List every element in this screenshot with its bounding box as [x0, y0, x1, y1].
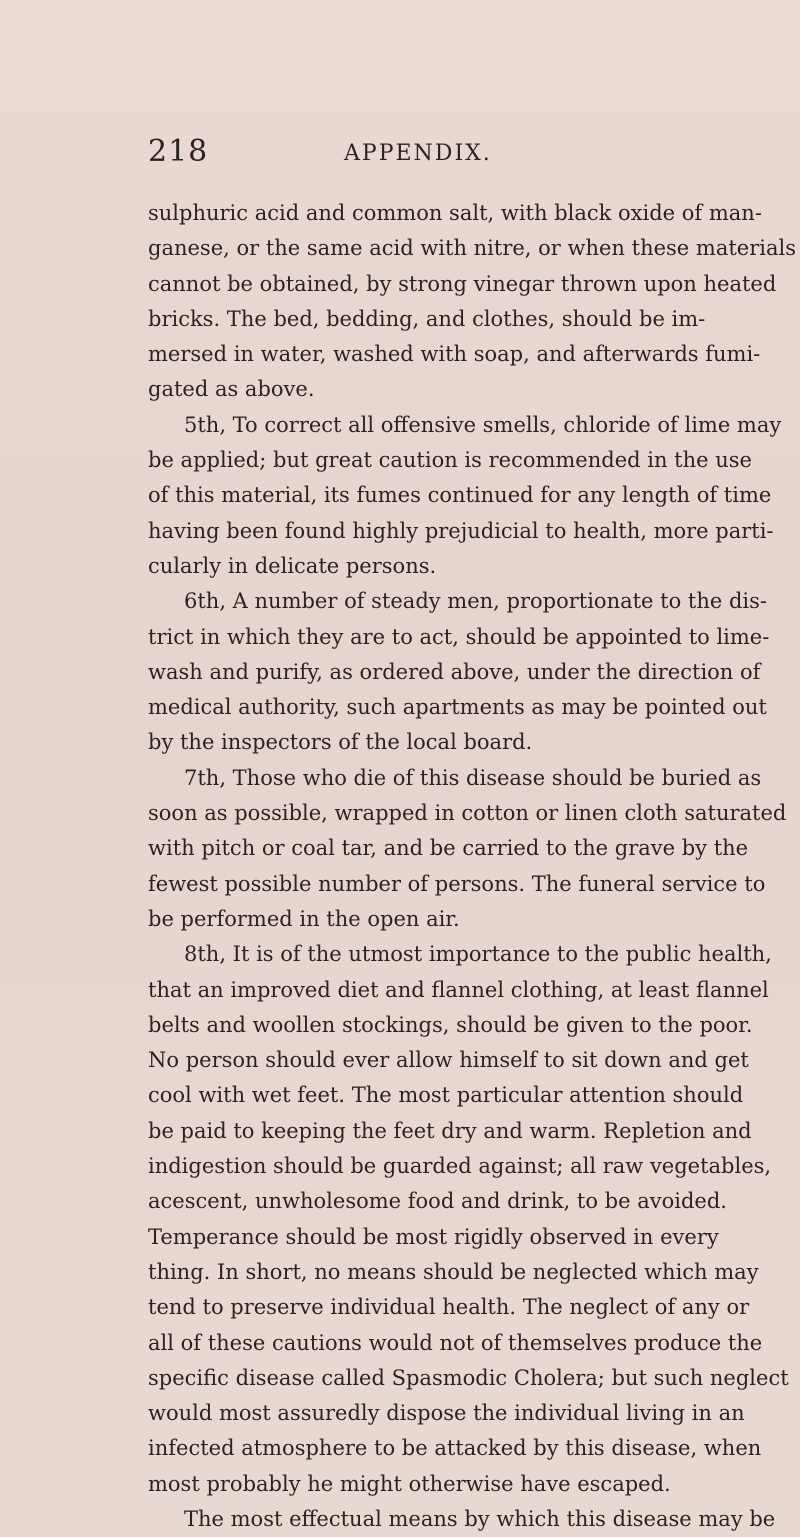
text-line: No person should ever allow himself to sit down and get	[148, 1048, 749, 1073]
text-line: indigestion should be guarded against; all raw vegetables,	[148, 1154, 772, 1179]
text-line: having been found highly prejudicial to health, more parti-	[148, 518, 774, 543]
text-line: of this material, its fumes continued for any length of time	[148, 483, 772, 508]
text-line: sulphuric acid and common salt, with black oxide of man-	[148, 201, 762, 225]
text-line: fewest possible number of persons. The funeral service to	[148, 871, 766, 896]
text-line: trict in which they are to act, should be appointed to lime-	[148, 624, 770, 649]
body-text	[148, 196, 796, 1537]
text-line: acescent, unwholesome food and drink, to be avoided.	[148, 1189, 727, 1214]
paragraph-start-final: The most effectual means by which this disease may be	[184, 1506, 776, 1531]
text-line: mersed in water, washed with soap, and afterwards fumi-	[148, 342, 761, 367]
running-head: APPENDIX.	[344, 141, 492, 166]
text-line: cannot be obtained, by strong vinegar thrown upon heated	[148, 271, 777, 296]
paragraph-start-8th: 8th, It is of the utmost importance to the public health,	[184, 942, 772, 967]
text-line: soon as possible, wrapped in cotton or linen cloth saturated	[148, 801, 787, 826]
paragraph-start-5th: 5th, To correct all offensive smells, chloride of lime may	[184, 412, 782, 437]
text-line: most probably he might otherwise have escaped.	[148, 1471, 671, 1496]
text-line: tend to preserve individual health. The neglect of any or	[148, 1295, 750, 1320]
text-line: specific disease called Spasmodic Cholera; but such neglect	[148, 1365, 789, 1390]
text-line: cularly in delicate persons.	[148, 553, 437, 578]
text-line: thing. In short, no means should be neglected which may	[148, 1259, 759, 1284]
text-line: would most assuredly dispose the individual living in an	[148, 1401, 745, 1426]
text-line: all of these cautions would not of themselves produce the	[148, 1330, 763, 1355]
text-line: cool with wet feet. The most particular attention should	[148, 1083, 744, 1108]
text-line: be paid to keeping the feet dry and warm. Repletion and	[148, 1118, 752, 1143]
text-line: with pitch or coal tar, and be carried to the grave by the	[148, 836, 749, 861]
text-line: medical authority, such apartments as may be pointed out	[148, 695, 767, 720]
paragraph-start-7th: 7th, Those who die of this disease should be buried as	[184, 765, 762, 790]
text-line: that an improved diet and flannel clothing, at least flannel	[148, 977, 769, 1002]
text-line: bricks. The bed, bedding, and clothes, should be im-	[148, 306, 706, 331]
text-line: belts and woollen stockings, should be given to the poor.	[148, 1012, 753, 1037]
text-line: wash and purify, as ordered above, under the direction of	[148, 659, 761, 684]
page-number: 218	[148, 134, 209, 169]
text-line: Temperance should be most rigidly observed in every	[148, 1224, 719, 1249]
page-header	[148, 130, 708, 174]
paragraph-start-6th: 6th, A number of steady men, proportionate to the dis-	[184, 589, 768, 614]
text-line: ganese, or the same acid with nitre, or when these materials	[148, 236, 796, 261]
text-line: be applied; but great caution is recommended in the use	[148, 448, 752, 473]
text-line: by the inspectors of the local board.	[148, 730, 533, 755]
text-line: infected atmosphere to be attacked by this disease, when	[148, 1436, 762, 1461]
text-line: be performed in the open air.	[148, 906, 460, 931]
text-line: gated as above.	[148, 377, 315, 402]
